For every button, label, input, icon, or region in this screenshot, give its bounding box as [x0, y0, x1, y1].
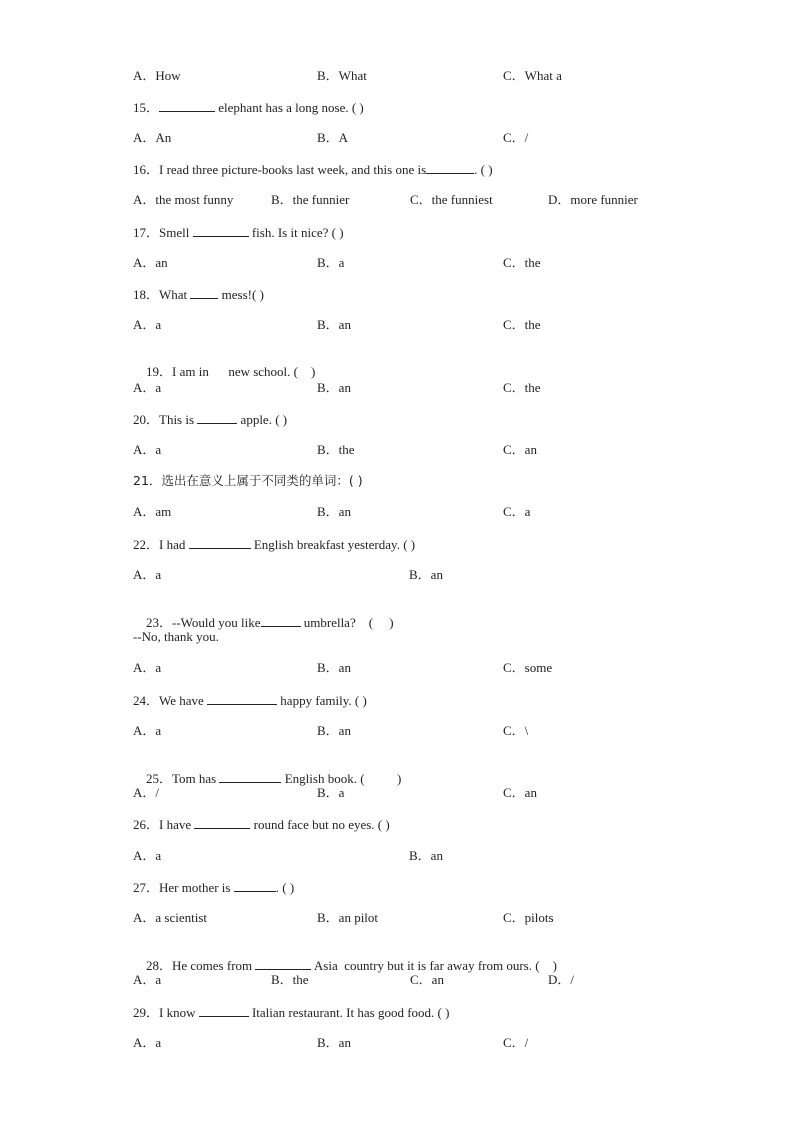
option-c[interactable]: C．the — [503, 317, 541, 332]
answer-blank[interactable] — [194, 816, 250, 829]
options-q29 — [133, 1035, 753, 1051]
options-q22 — [133, 567, 753, 583]
options-q23 — [133, 660, 753, 676]
question-20: 20．This is apple. ( ) — [133, 412, 288, 427]
options-q26 — [133, 848, 753, 864]
options-q18 — [133, 317, 753, 333]
option-b[interactable]: B．an pilot — [317, 910, 379, 925]
option-d[interactable]: D．more funnier — [548, 192, 638, 207]
question-22: 22．I had English breakfast yesterday. ( ) — [133, 537, 416, 552]
option-b[interactable]: B．an — [317, 1035, 351, 1050]
question-16: 16．I read three picture-books last week, and this one is . ( ) — [133, 162, 493, 177]
option-c[interactable]: C．an — [503, 785, 537, 800]
option-b[interactable]: B．a — [317, 785, 345, 800]
options-q17 — [133, 255, 753, 271]
option-c[interactable]: C．a — [503, 504, 531, 519]
answer-blank[interactable] — [197, 411, 237, 424]
option-c[interactable]: C．some — [503, 660, 553, 675]
option-a[interactable]: A．a — [133, 1035, 162, 1050]
options-q19 — [133, 380, 753, 396]
option-a[interactable]: A．a — [133, 972, 162, 987]
option-b[interactable]: B．an — [317, 660, 351, 675]
option-c[interactable]: C．an — [503, 442, 537, 457]
option-a[interactable]: A．a scientist — [133, 910, 208, 925]
option-c[interactable]: C．/ — [503, 130, 529, 145]
options-q16 — [133, 192, 753, 208]
option-b[interactable]: B．an — [317, 723, 351, 738]
option-d[interactable]: D．/ — [548, 972, 575, 987]
answer-blank[interactable] — [426, 161, 474, 174]
options-q28 — [133, 972, 753, 988]
option-a[interactable]: A．/ — [133, 785, 160, 800]
option-b[interactable]: B．the funnier — [271, 192, 350, 207]
question-15: 15． elephant has a long nose. ( ) — [133, 100, 364, 115]
question-21: 21．选出在意义上属于不同类的单词：( ) — [133, 473, 363, 488]
option-c[interactable]: C．the — [503, 380, 541, 395]
answer-blank[interactable] — [199, 1004, 249, 1017]
options-q14 — [133, 68, 753, 84]
option-c[interactable]: C．the funniest — [410, 192, 493, 207]
options-q27 — [133, 910, 753, 926]
option-a[interactable]: A．an — [133, 255, 168, 270]
option-b[interactable]: B．an — [409, 567, 443, 582]
options-q21 — [133, 504, 753, 520]
option-a[interactable]: A．How — [133, 68, 181, 83]
option-a[interactable]: A．a — [133, 380, 162, 395]
option-c[interactable]: C．/ — [503, 1035, 529, 1050]
option-c[interactable]: C．pilots — [503, 910, 554, 925]
question-28: 28．He comes from Asia country but it is far away from ours. ( ) — [146, 958, 557, 973]
question-24: 24．We have happy family. ( ) — [133, 693, 367, 708]
option-b[interactable]: B．an — [317, 380, 351, 395]
answer-blank[interactable] — [261, 614, 301, 627]
option-c[interactable]: C．an — [410, 972, 444, 987]
option-b[interactable]: B．the — [317, 442, 355, 457]
option-c[interactable]: C．the — [503, 255, 541, 270]
question-27: 27．Her mother is . ( ) — [133, 880, 295, 895]
option-b[interactable]: B．What — [317, 68, 367, 83]
question-23-response: --No, thank you. — [133, 629, 219, 644]
option-b[interactable]: B．A — [317, 130, 349, 145]
option-a[interactable]: A．am — [133, 504, 172, 519]
answer-blank[interactable] — [189, 536, 251, 549]
question-23: 23．--Would you like umbrella? ( ) — [146, 615, 394, 630]
option-a[interactable]: A．a — [133, 848, 162, 863]
answer-blank[interactable] — [234, 879, 276, 892]
option-b[interactable]: B．an — [317, 504, 351, 519]
answer-blank[interactable] — [193, 224, 249, 237]
answer-blank[interactable] — [255, 957, 311, 970]
question-18: 18．What mess!( ) — [133, 287, 264, 302]
option-b[interactable]: B．an — [317, 317, 351, 332]
question-29: 29．I know Italian restaurant. It has good food. ( ) — [133, 1005, 450, 1020]
option-c[interactable]: C．What a — [503, 68, 562, 83]
option-a[interactable]: A．a — [133, 317, 162, 332]
option-a[interactable]: A．a — [133, 567, 162, 582]
question-26: 26．I have round face but no eyes. ( ) — [133, 817, 390, 832]
option-a[interactable]: A．a — [133, 723, 162, 738]
option-a[interactable]: A．An — [133, 130, 172, 145]
question-17: 17．Smell fish. Is it nice? ( ) — [133, 225, 344, 240]
answer-blank[interactable] — [190, 286, 218, 299]
answer-blank[interactable] — [207, 692, 277, 705]
option-a[interactable]: A．a — [133, 660, 162, 675]
option-b[interactable]: B．the — [271, 972, 309, 987]
option-b[interactable]: B．an — [409, 848, 443, 863]
answer-blank[interactable] — [159, 99, 215, 112]
option-c[interactable]: C．\ — [503, 723, 529, 738]
options-q20 — [133, 442, 753, 458]
option-b[interactable]: B．a — [317, 255, 345, 270]
options-q15 — [133, 130, 753, 146]
options-q25 — [133, 785, 753, 801]
question-25: 25．Tom has English book. ( ) — [146, 771, 402, 786]
question-19: 19．I am in new school. ( ) — [146, 364, 316, 379]
option-a[interactable]: A．the most funny — [133, 192, 234, 207]
options-q24 — [133, 723, 753, 739]
answer-blank[interactable] — [219, 770, 281, 783]
option-a[interactable]: A．a — [133, 442, 162, 457]
